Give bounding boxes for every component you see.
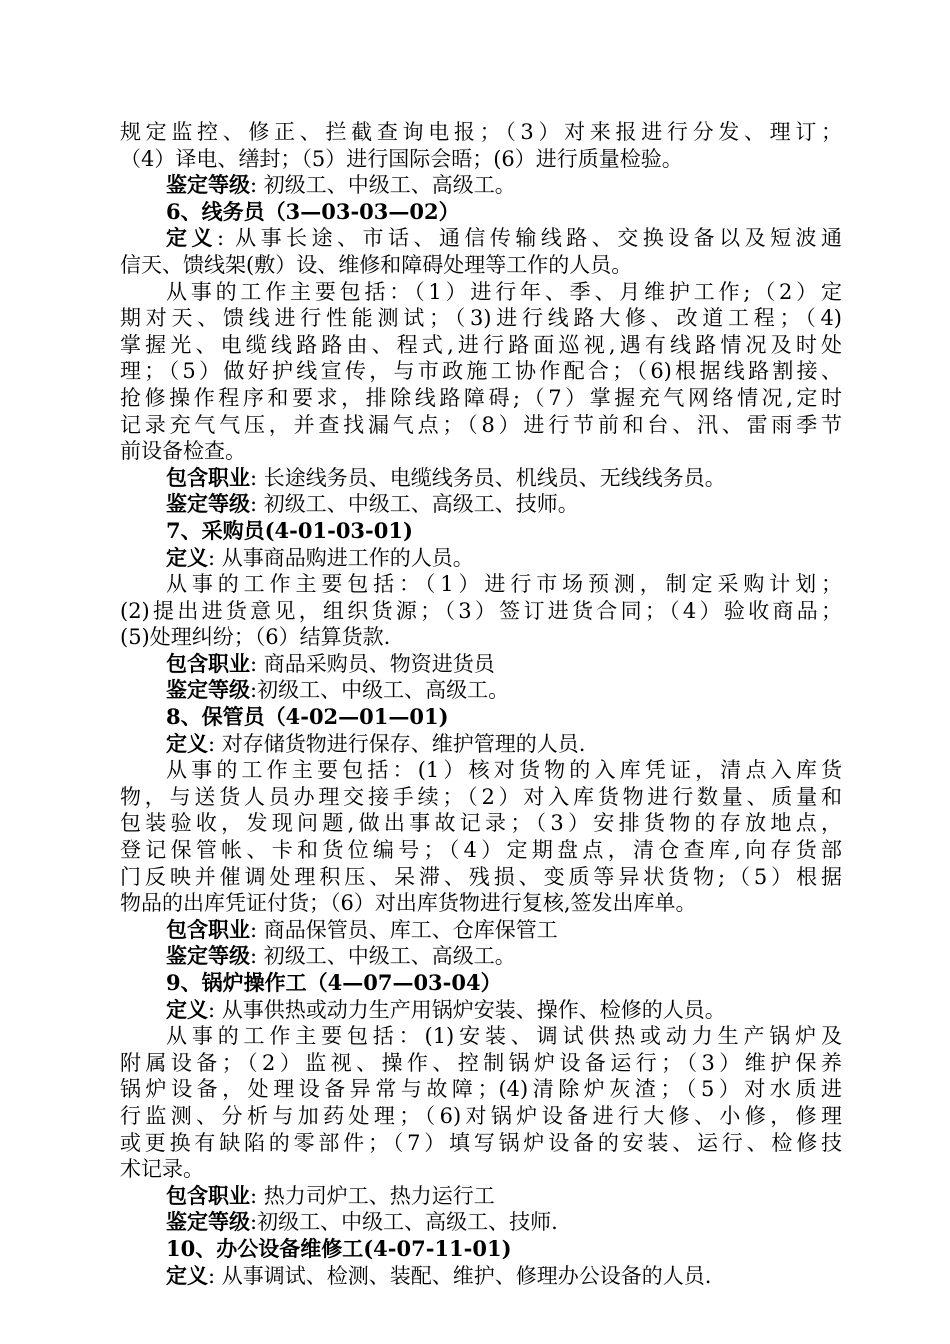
bold-label: 包含职业 xyxy=(166,1182,250,1208)
text-line xyxy=(120,864,842,891)
line-text: : 从事调试、检测、装配、维护、修理办公设备的人员. xyxy=(208,1263,712,1288)
text-line xyxy=(120,731,842,758)
text-line xyxy=(120,1156,842,1183)
line-text: 规定监控、修正、拦截查询电报；（3）对来报进行分发、理订； xyxy=(120,120,842,144)
line-text: 锅炉设备，处理设备异常与故障；(4)清除炉灰渣；（5）对水质进 xyxy=(120,1077,842,1102)
line-text: 登记保管帐、卡和货位编号；（4）定期盘点，清仓查库,向存货部 xyxy=(120,838,842,863)
line-text: 期对天、馈线进行性能测试；（3)进行线路大修、改道工程；（4) xyxy=(120,306,842,331)
line-text: : 对存储货物进行保存、维护管理的人员. xyxy=(208,731,586,756)
line-text: : 初级工、中级工、高级工。 xyxy=(250,173,516,198)
line-text: (2)提出进货意见，组织货源；（3）签订进货合同；（4）验收商品； xyxy=(120,598,842,623)
bold-label: 10、办公设备维修工(4-07-11-01) xyxy=(166,1235,512,1261)
bold-label: 包含职业 xyxy=(166,650,250,676)
text-line xyxy=(120,358,842,385)
line-text: :初级工、中级工、高级工。 xyxy=(250,678,510,703)
line-text: 包装验收，发现问题,做出事故记录；（3）安排货物的存放地点， xyxy=(120,811,842,836)
line-text: 物品的出库凭证付货；（6）对出库货物进行复核,签发出库单。 xyxy=(120,891,697,916)
line-text: 从事的工作主要包括：（1）进行市场预测，制定采购计划； xyxy=(166,572,842,597)
text-line xyxy=(120,1209,842,1236)
bold-label: 9、锅炉操作工（4—07—03-04） xyxy=(166,970,502,995)
bold-label: 7、采购员(4-01-03-01) xyxy=(166,517,413,543)
line-text: 抢修操作程序和要求，排除线路障碍;（7）掌握充气网络情况,定时 xyxy=(120,385,842,410)
text-line xyxy=(120,412,842,439)
bold-label: 鉴定等级 xyxy=(166,943,250,969)
bold-label: 包含职业 xyxy=(166,464,250,490)
line-text: 术记录。 xyxy=(120,1157,204,1182)
text-line xyxy=(120,704,842,731)
text-line xyxy=(120,677,842,704)
line-text: : 热力司炉工、热力运行工 xyxy=(250,1183,495,1208)
text-line xyxy=(120,784,842,811)
text-line xyxy=(120,1263,842,1290)
text-line xyxy=(120,172,842,199)
text-line xyxy=(120,1076,842,1103)
line-text: 物，与送货人员办理交接手续；（2）对入库货物进行数量、质量和 xyxy=(120,784,842,809)
bold-label: 定义 xyxy=(166,730,208,756)
line-text: : 长途线务员、电缆线务员、机线员、无线线务员。 xyxy=(250,465,726,490)
text-line xyxy=(120,837,842,864)
text-line xyxy=(120,491,842,518)
bold-label: 包含职业 xyxy=(166,916,250,942)
line-text: 前设备检查。 xyxy=(120,439,246,464)
line-text: : 从事供热或动力生产用锅炉安装、操作、检修的人员。 xyxy=(208,997,726,1022)
line-text: 行监测、分析与加药处理；（6)对锅炉设备进行大修、小修，修理 xyxy=(120,1103,842,1128)
line-text: 掌握光、电缆线路路由、程式,进行路面巡视,遇有线路情况及时处 xyxy=(120,332,842,357)
text-line xyxy=(120,518,842,545)
line-text: 信天、馈线架(敷）设、维修和障碍处理等工作的人员。 xyxy=(120,252,633,277)
line-text: 或更换有缺陷的零部件；（7）填写锅炉设备的安装、运行、检修技 xyxy=(120,1130,842,1155)
text-line xyxy=(120,332,842,359)
line-text: :初级工、中级工、高级工、技师. xyxy=(250,1210,558,1235)
text-line xyxy=(120,146,842,173)
bold-label: 定义 xyxy=(166,544,208,570)
line-text: 附属设备；（2）监视、操作、控制锅炉设备运行；（3）维护保养 xyxy=(120,1050,842,1075)
text-line xyxy=(120,997,842,1024)
line-text: 理；（5）做好护线宣传，与市政施工协作配合；（6)根据线路割接、 xyxy=(120,359,842,384)
bold-label: 定义 xyxy=(166,1262,208,1288)
text-line xyxy=(120,252,842,279)
bold-label: 鉴定等级 xyxy=(166,172,250,198)
bold-label: 鉴定等级 xyxy=(166,677,250,703)
text-line xyxy=(120,279,842,306)
bold-label: 定义 xyxy=(166,225,217,251)
text-line xyxy=(120,545,842,572)
bold-label: 6、线务员（3—03-03—02） xyxy=(166,198,460,224)
text-line xyxy=(120,438,842,465)
text-line xyxy=(120,1236,842,1263)
line-text: : 商品保管员、库工、仓库保管工 xyxy=(250,917,558,942)
text-line xyxy=(120,624,842,651)
line-text: 记录充气气压，并查找漏气点；（8）进行节前和台、汛、雷雨季节 xyxy=(120,412,842,437)
line-text: : 初级工、中级工、高级工、技师。 xyxy=(250,492,579,517)
text-line xyxy=(120,465,842,492)
text-line xyxy=(120,119,842,146)
text-line xyxy=(120,1050,842,1077)
line-text: 门反映并催调处理积压、呆滞、残损、变质等异状货物;（5）根据 xyxy=(120,864,842,889)
text-line xyxy=(120,385,842,412)
bold-label: 定义 xyxy=(166,996,208,1022)
text-line xyxy=(120,1183,842,1210)
text-line xyxy=(120,810,842,837)
text-line xyxy=(120,598,842,625)
line-text: 从事的工作主要包括：(1）核对货物的入库凭证，清点入库货 xyxy=(166,758,842,783)
text-line xyxy=(120,917,842,944)
text-line xyxy=(120,571,842,598)
text-line xyxy=(120,757,842,784)
line-text: : 初级工、中级工、高级工。 xyxy=(250,944,516,969)
text-line xyxy=(120,890,842,917)
bold-label: 鉴定等级 xyxy=(166,1209,250,1235)
line-text: : 从事长途、市话、通信传输线路、交换设备以及短波通 xyxy=(216,226,842,251)
bold-label: 鉴定等级 xyxy=(166,491,250,517)
line-text: : 从事商品购进工作的人员。 xyxy=(208,545,474,570)
text-line xyxy=(120,225,842,252)
line-text: 从事的工作主要包括：（1）进行年、季、月维护工作;（2）定 xyxy=(166,279,842,304)
text-line xyxy=(120,651,842,678)
line-text: （4）译电、缮封；（5）进行国际会晤；(6）进行质量检验。 xyxy=(120,146,683,171)
text-line xyxy=(120,1023,842,1050)
line-text: 从事的工作主要包括：(1)安装、调试供热或动力生产锅炉及 xyxy=(166,1024,842,1049)
line-text: (5)处理纠纷；（6）结算货款. xyxy=(120,625,391,650)
text-line xyxy=(120,1130,842,1157)
line-text: : 商品采购员、物资进货员 xyxy=(250,651,495,676)
text-line xyxy=(120,1103,842,1130)
text-line xyxy=(120,970,842,997)
text-line xyxy=(120,943,842,970)
text-line xyxy=(120,305,842,332)
bold-label: 8、保管员（4-02—01—01) xyxy=(166,704,449,730)
text-line xyxy=(120,199,842,226)
